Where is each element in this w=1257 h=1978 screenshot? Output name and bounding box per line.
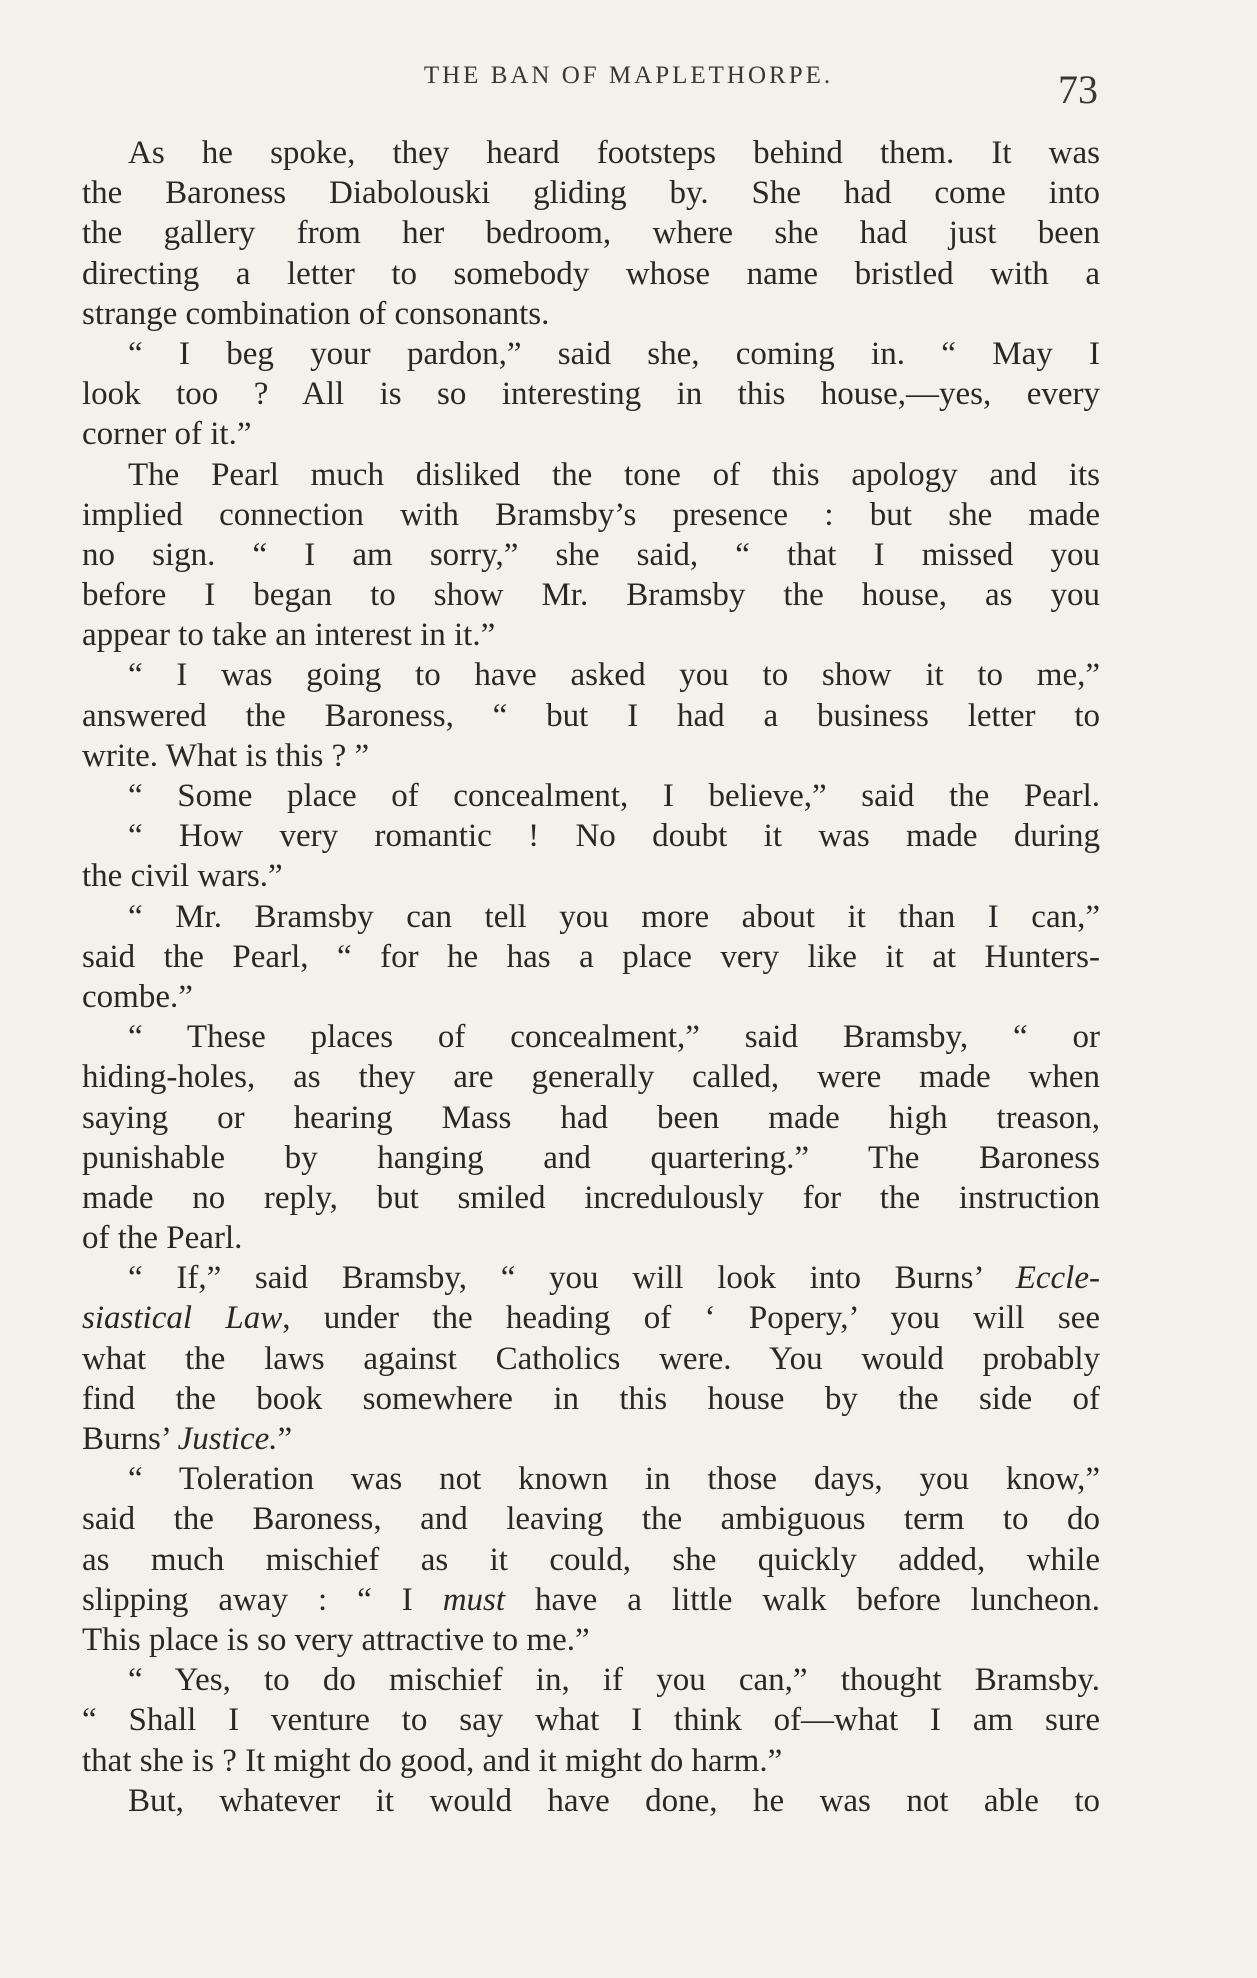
text-line	[82, 897, 1100, 937]
line-text: implied connection with Bramsby’s presence : but she made	[82, 496, 1100, 533]
line-text: punishable by hanging and quartering.” The Baroness	[82, 1139, 1100, 1176]
text-line	[82, 1017, 1100, 1057]
text-line	[82, 655, 1100, 695]
text-line	[82, 575, 1100, 615]
line-text: “ If,” said Bramsby, “ you will look into Burns’	[128, 1260, 1016, 1297]
line-text: write. What is this ? ”	[82, 737, 370, 774]
text-line	[82, 1178, 1100, 1218]
text-line	[82, 1499, 1100, 1539]
text-line	[82, 1620, 1100, 1660]
line-text: But, whatever it would have done, he was not able to	[128, 1782, 1100, 1819]
text-line	[82, 1057, 1100, 1097]
line-text: “ Toleration was not known in those days, you know,”	[128, 1461, 1100, 1498]
text-line	[82, 133, 1100, 173]
line-text: saying or hearing Mass had been made high treason,	[82, 1099, 1100, 1136]
text-line	[82, 1700, 1100, 1740]
line-text: appear to take an interest in it.”	[82, 617, 496, 654]
text-line	[82, 535, 1100, 575]
text-line	[82, 1540, 1100, 1580]
text-line	[82, 977, 1100, 1017]
text-line	[82, 1339, 1100, 1379]
italic-text: siastical Law	[82, 1300, 283, 1337]
text-line	[82, 776, 1100, 816]
text-line	[82, 334, 1100, 374]
text-line	[82, 294, 1100, 334]
text-line	[82, 213, 1100, 253]
line-text: “ I beg your pardon,” said she, coming in. “ May I	[128, 335, 1100, 372]
line-text: slipping away : “ I	[82, 1581, 443, 1618]
text-line	[82, 1098, 1100, 1138]
text-line	[82, 1258, 1100, 1298]
text-line	[82, 1741, 1100, 1781]
line-text: of the Pearl.	[82, 1220, 243, 1257]
text-line	[82, 254, 1100, 294]
line-text: have a little walk before luncheon.	[505, 1581, 1100, 1618]
text-line	[82, 736, 1100, 776]
text-line	[82, 937, 1100, 977]
line-text: the gallery from her bedroom, where she had just been	[82, 215, 1100, 252]
line-text: hiding-holes, as they are generally called, were made when	[82, 1059, 1100, 1096]
line-text: “ Yes, to do mischief in, if you can,” thought Bramsby.	[128, 1662, 1100, 1699]
text-line	[82, 856, 1100, 896]
line-text: that she is ? It might do good, and it might do harm.”	[82, 1742, 783, 1779]
line-text: said the Pearl, “ for he has a place very like it at Hunters-	[82, 938, 1100, 975]
text-line	[82, 1580, 1100, 1620]
text-line	[82, 1419, 1100, 1459]
page-number: 73	[1058, 67, 1098, 112]
line-text: “ Mr. Bramsby can tell you more about it than I can,”	[128, 898, 1100, 935]
line-text: , under the heading of ‘ Popery,’ you will see	[282, 1300, 1100, 1337]
text-line	[82, 816, 1100, 856]
running-title: THE BAN OF MAPLETHORPE.	[423, 62, 834, 89]
line-text: look too ? All is so interesting in this house,—yes, every	[82, 376, 1100, 413]
text-line	[82, 1459, 1100, 1499]
text-line	[82, 1138, 1100, 1178]
text-line	[82, 1781, 1100, 1821]
line-text: The Pearl much disliked the tone of this apology and its	[128, 456, 1100, 493]
italic-text: must	[442, 1581, 506, 1618]
text-line	[82, 1379, 1100, 1419]
text-line	[82, 696, 1100, 736]
text-line	[82, 495, 1100, 535]
line-text: the Baroness Diabolouski gliding by. She had come into	[82, 175, 1100, 212]
line-text: As he spoke, they heard footsteps behind them. It was	[128, 135, 1100, 171]
line-text: find the book somewhere in this house by the side of	[82, 1380, 1100, 1417]
line-text: directing a letter to somebody whose name bristled with a	[82, 255, 1100, 292]
line-text: strange combination of consonants.	[82, 295, 550, 332]
text-line	[82, 455, 1100, 495]
line-text: “ How very romantic ! No doubt it was made during	[128, 818, 1100, 855]
line-text: “ Some place of concealment, I believe,” said the Pearl.	[128, 778, 1100, 814]
line-text: This place is so very attractive to me.”	[82, 1621, 590, 1658]
line-text: the civil wars.”	[82, 858, 283, 895]
line-text: said the Baroness, and leaving the ambiguous term to do	[82, 1501, 1100, 1538]
line-text: “ These places of concealment,” said Bramsby, “ or	[128, 1019, 1100, 1056]
line-text: as much mischief as it could, she quickly added, while	[82, 1541, 1100, 1578]
page-header	[0, 56, 1257, 112]
italic-text: Eccle-	[1015, 1260, 1100, 1297]
text-line	[82, 374, 1100, 414]
italic-text: Justice.	[177, 1421, 278, 1457]
line-text: “ I was going to have asked you to show it to me,”	[128, 657, 1100, 694]
text-line	[82, 1218, 1100, 1258]
text-line	[82, 173, 1100, 213]
line-text: combe.”	[82, 978, 193, 1015]
text-line	[82, 1660, 1100, 1700]
line-text: before I began to show Mr. Bramsby the house, as you	[82, 577, 1100, 614]
line-text: “ Shall I venture to say what I think of—what I am sure	[82, 1702, 1100, 1739]
text-line	[82, 615, 1100, 655]
line-text: corner of it.”	[82, 416, 252, 453]
line-text: ”	[277, 1421, 293, 1457]
line-text: what the laws against Catholics were. You would probably	[82, 1340, 1100, 1377]
text-line	[82, 1298, 1100, 1338]
text-line	[82, 414, 1100, 454]
body-text	[82, 133, 1100, 1821]
line-text: made no reply, but smiled incredulously for the instruction	[82, 1179, 1100, 1216]
line-text: no sign. “ I am sorry,” she said, “ that I missed you	[82, 536, 1100, 573]
line-text: Burns’	[82, 1421, 178, 1457]
line-text: answered the Baroness, “ but I had a business letter to	[82, 697, 1100, 734]
